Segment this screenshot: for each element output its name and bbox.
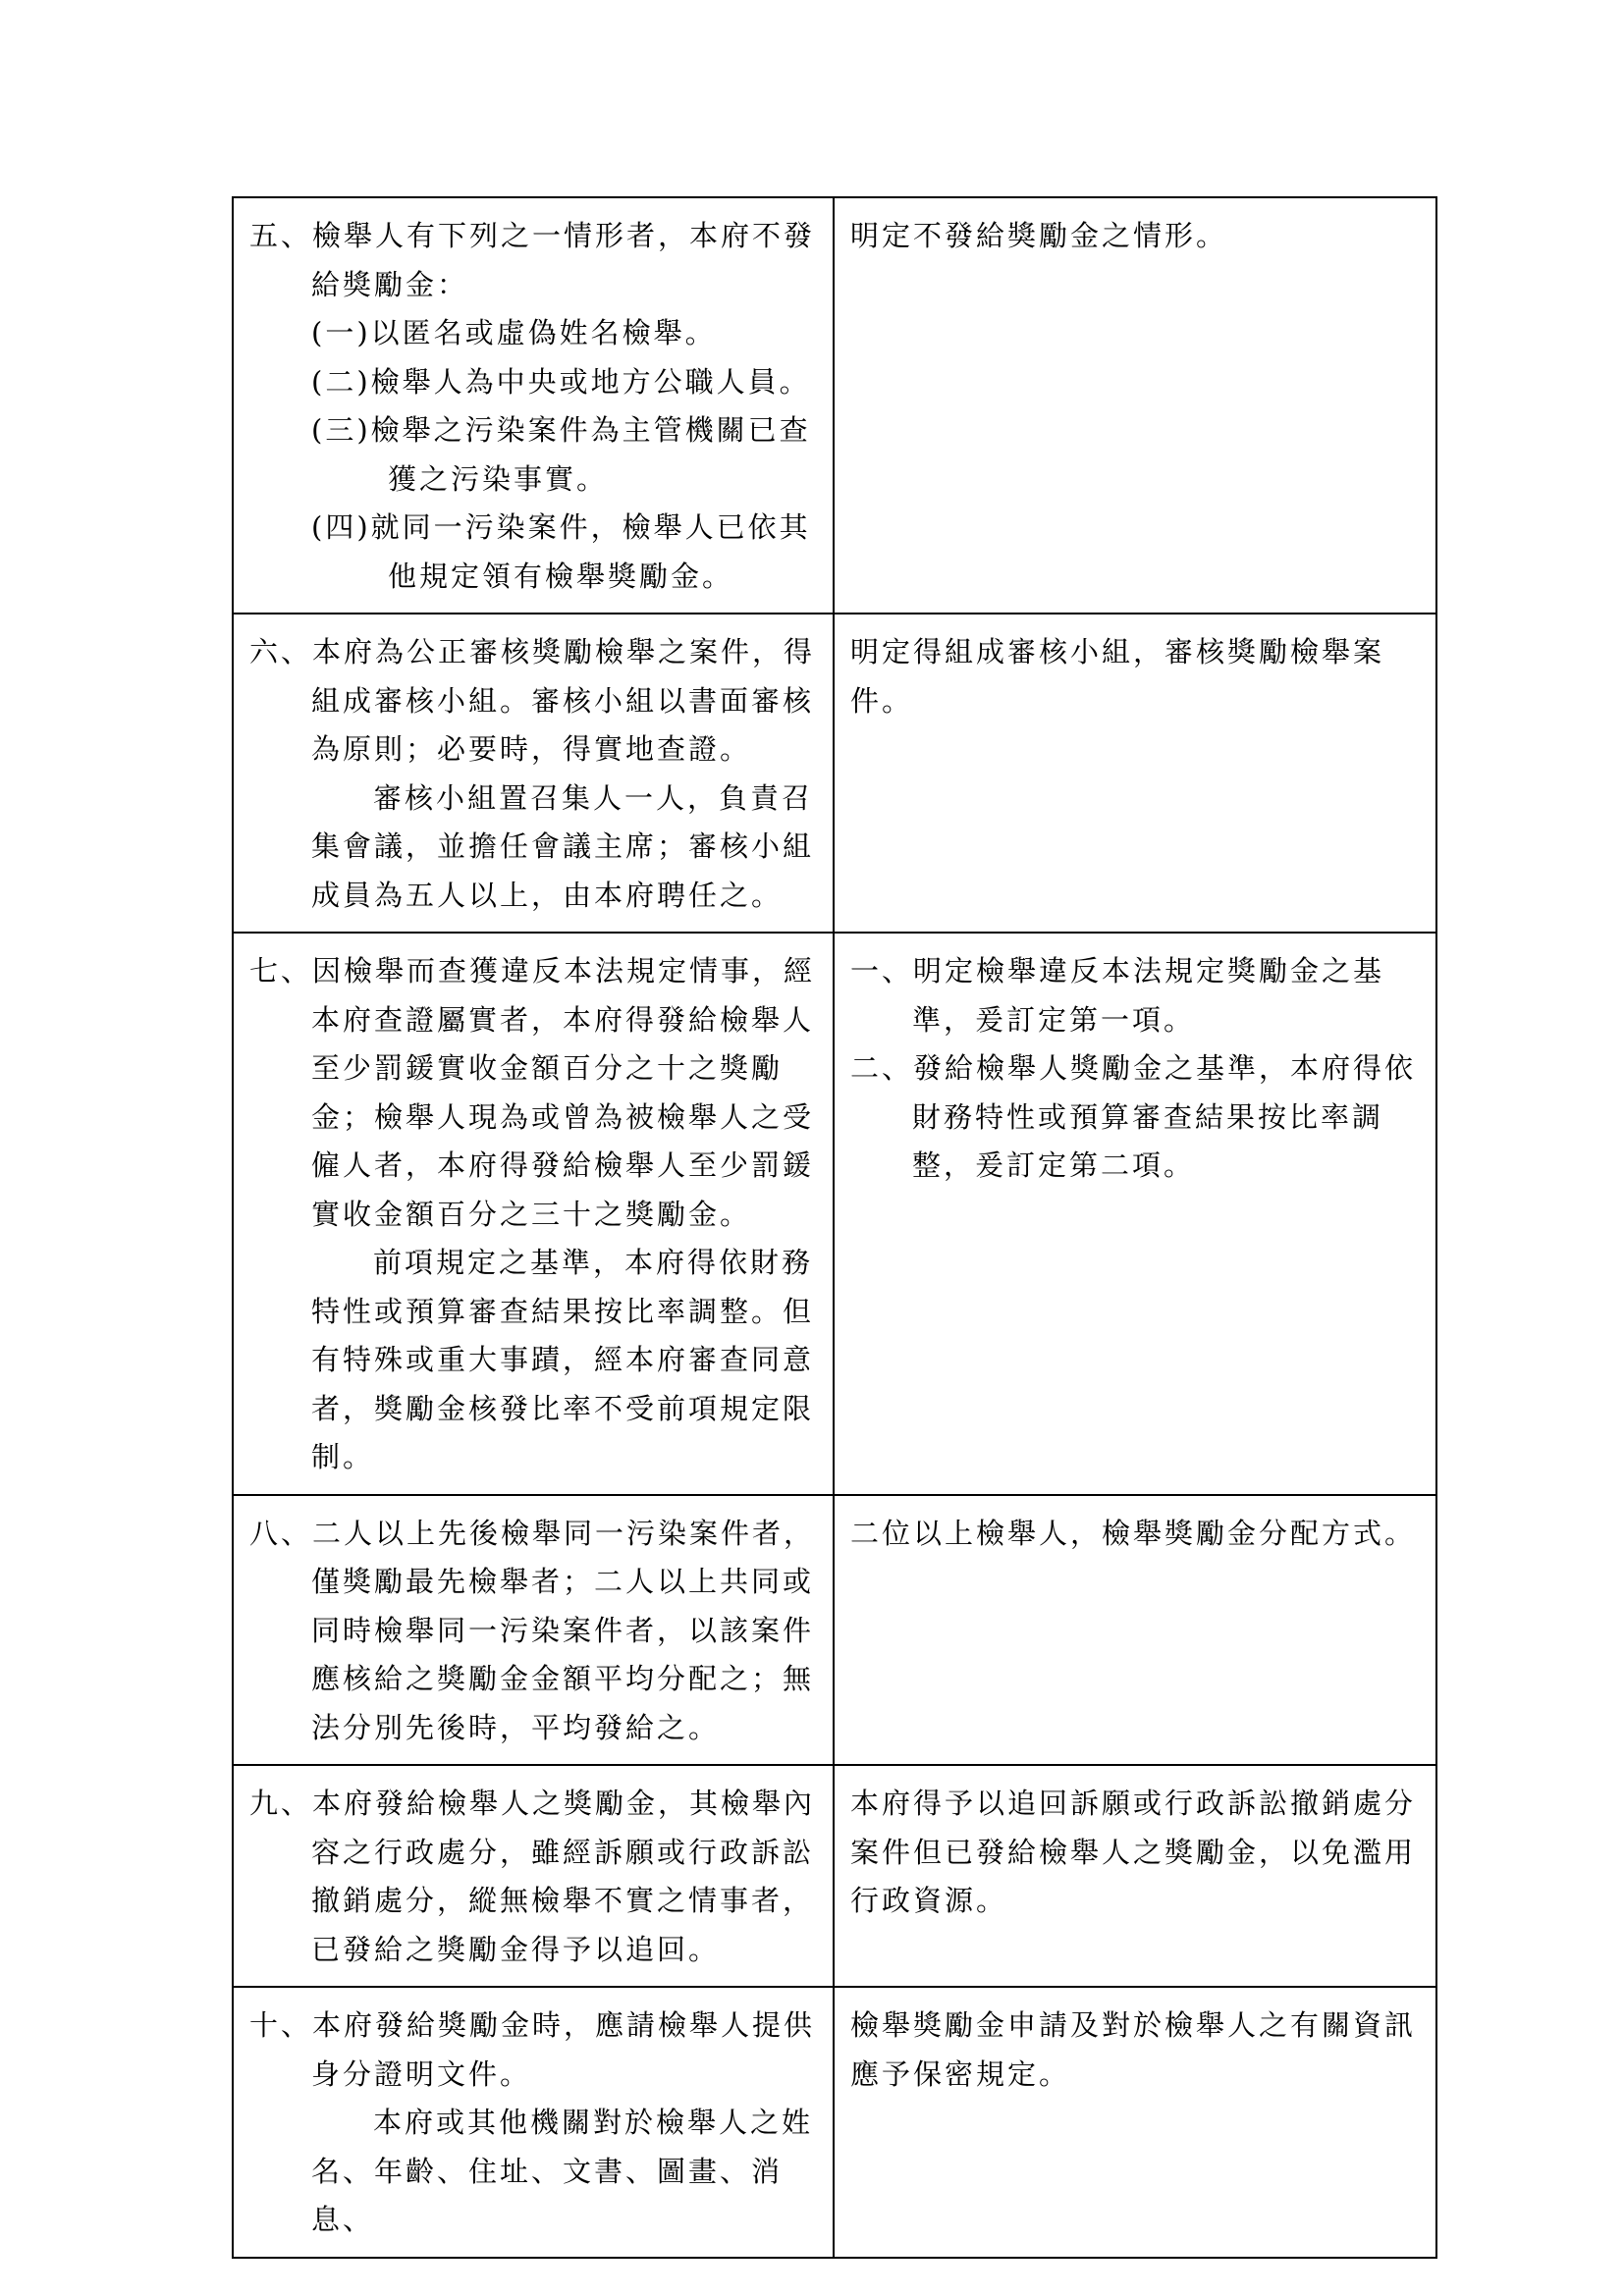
provision-text-cell bbox=[233, 614, 834, 933]
provision-text-cell bbox=[233, 197, 834, 614]
table-row bbox=[233, 933, 1436, 1495]
provision-text-cell bbox=[233, 933, 834, 1495]
provision-text-cell bbox=[233, 1765, 834, 1987]
provision-paragraph: 審核小組置召集人一人，負責召集會議，並擔任會議主席；審核小組成員為五人以上，由本府聘任之。 bbox=[311, 780, 815, 912]
explanation-paragraph: 明定得組成審核小組，審核獎勵檢舉案件。 bbox=[850, 635, 1385, 718]
provision-paragraph: 前項規定之基準，本府得依財務特性或預算審查結果按比率調整。但有特殊或重大事蹟，經本府審查同意者，獎勵金核發比率不受前項規定限制。 bbox=[311, 1246, 815, 1473]
explanation-cell bbox=[834, 1765, 1436, 1987]
provision-paragraph: 八、二人以上先後檢舉同一污染案件者，僅獎勵最先檢舉者；二人以上共同或同時檢舉同一污染案件者，以該案件應核給之獎勵金金額平均分配之；無法分別先後時，平均發給之。 bbox=[249, 1516, 816, 1744]
table-row bbox=[233, 614, 1436, 933]
provisions-table bbox=[232, 196, 1437, 2259]
provision-text-cell bbox=[233, 1987, 834, 2258]
provision-paragraph: (四)就同一污染案件，檢舉人已依其他規定領有檢舉獎勵金。 bbox=[311, 510, 811, 593]
explanation-paragraph: 二、發給檢舉人獎勵金之基準，本府得依財務特性或預算審查結果按比率調整，爰訂定第二項。 bbox=[850, 1051, 1417, 1182]
table-row bbox=[233, 1987, 1436, 2258]
provision-paragraph: 本府或其他機關對於檢舉人之姓名、年齡、住址、文書、圖畫、消息、 bbox=[311, 2106, 814, 2236]
explanation-cell bbox=[834, 614, 1436, 933]
explanation-paragraph: 二位以上檢舉人，檢舉獎勵金分配方式。 bbox=[850, 1516, 1417, 1550]
provision-paragraph: 九、本府發給檢舉人之獎勵金，其檢舉內容之行政處分，雖經訴願或行政訴訟撤銷處分，縱無檢舉不實之情事者，已發給之獎勵金得予以追回。 bbox=[249, 1787, 816, 1966]
table-row bbox=[233, 1495, 1436, 1766]
provision-paragraph: (三)檢舉之污染案件為主管機關已查獲之污染事實。 bbox=[311, 413, 811, 496]
provision-paragraph: 五、檢舉人有下列之一情形者，本府不發給獎勵金： bbox=[249, 219, 816, 301]
explanation-paragraph: 檢舉獎勵金申請及對於檢舉人之有關資訊應予保密規定。 bbox=[850, 2008, 1417, 2091]
explanation-cell bbox=[834, 1987, 1436, 2258]
provision-paragraph: 六、本府為公正審核獎勵檢舉之案件，得組成審核小組。審核小組以書面審核為原則；必要時，得實地查證。 bbox=[249, 635, 816, 766]
explanation-cell bbox=[834, 1495, 1436, 1766]
explanation-cell bbox=[834, 197, 1436, 614]
table-row bbox=[233, 1765, 1436, 1987]
provision-paragraph: 十、本府發給獎勵金時，應請檢舉人提供身分證明文件。 bbox=[249, 2008, 816, 2091]
provision-text-cell bbox=[233, 1495, 834, 1766]
provisions-table-body bbox=[233, 197, 1436, 2258]
explanation-paragraph: 一、明定檢舉違反本法規定獎勵金之基準，爰訂定第一項。 bbox=[850, 954, 1385, 1037]
provision-paragraph: 七、因檢舉而查獲違反本法規定情事，經本府查證屬實者，本府得發給檢舉人至少罰鍰實收金額百分之十之獎勵金；檢舉人現為或曾為被檢舉人之受僱人者，本府得發給檢舉人至少罰鍰實收金額百分之三十之獎勵金。 bbox=[249, 954, 816, 1231]
explanation-paragraph: 本府得予以追回訴願或行政訴訟撤銷處分案件但已發給檢舉人之獎勵金，以免濫用行政資源。 bbox=[850, 1787, 1417, 1917]
provision-paragraph: (二)檢舉人為中央或地方公職人員。 bbox=[311, 364, 811, 399]
explanation-cell bbox=[834, 933, 1436, 1495]
table-row bbox=[233, 197, 1436, 614]
provision-paragraph: (一)以匿名或虛偽姓名檢舉。 bbox=[311, 316, 717, 349]
explanation-paragraph: 明定不發給獎勵金之情形。 bbox=[850, 219, 1228, 252]
